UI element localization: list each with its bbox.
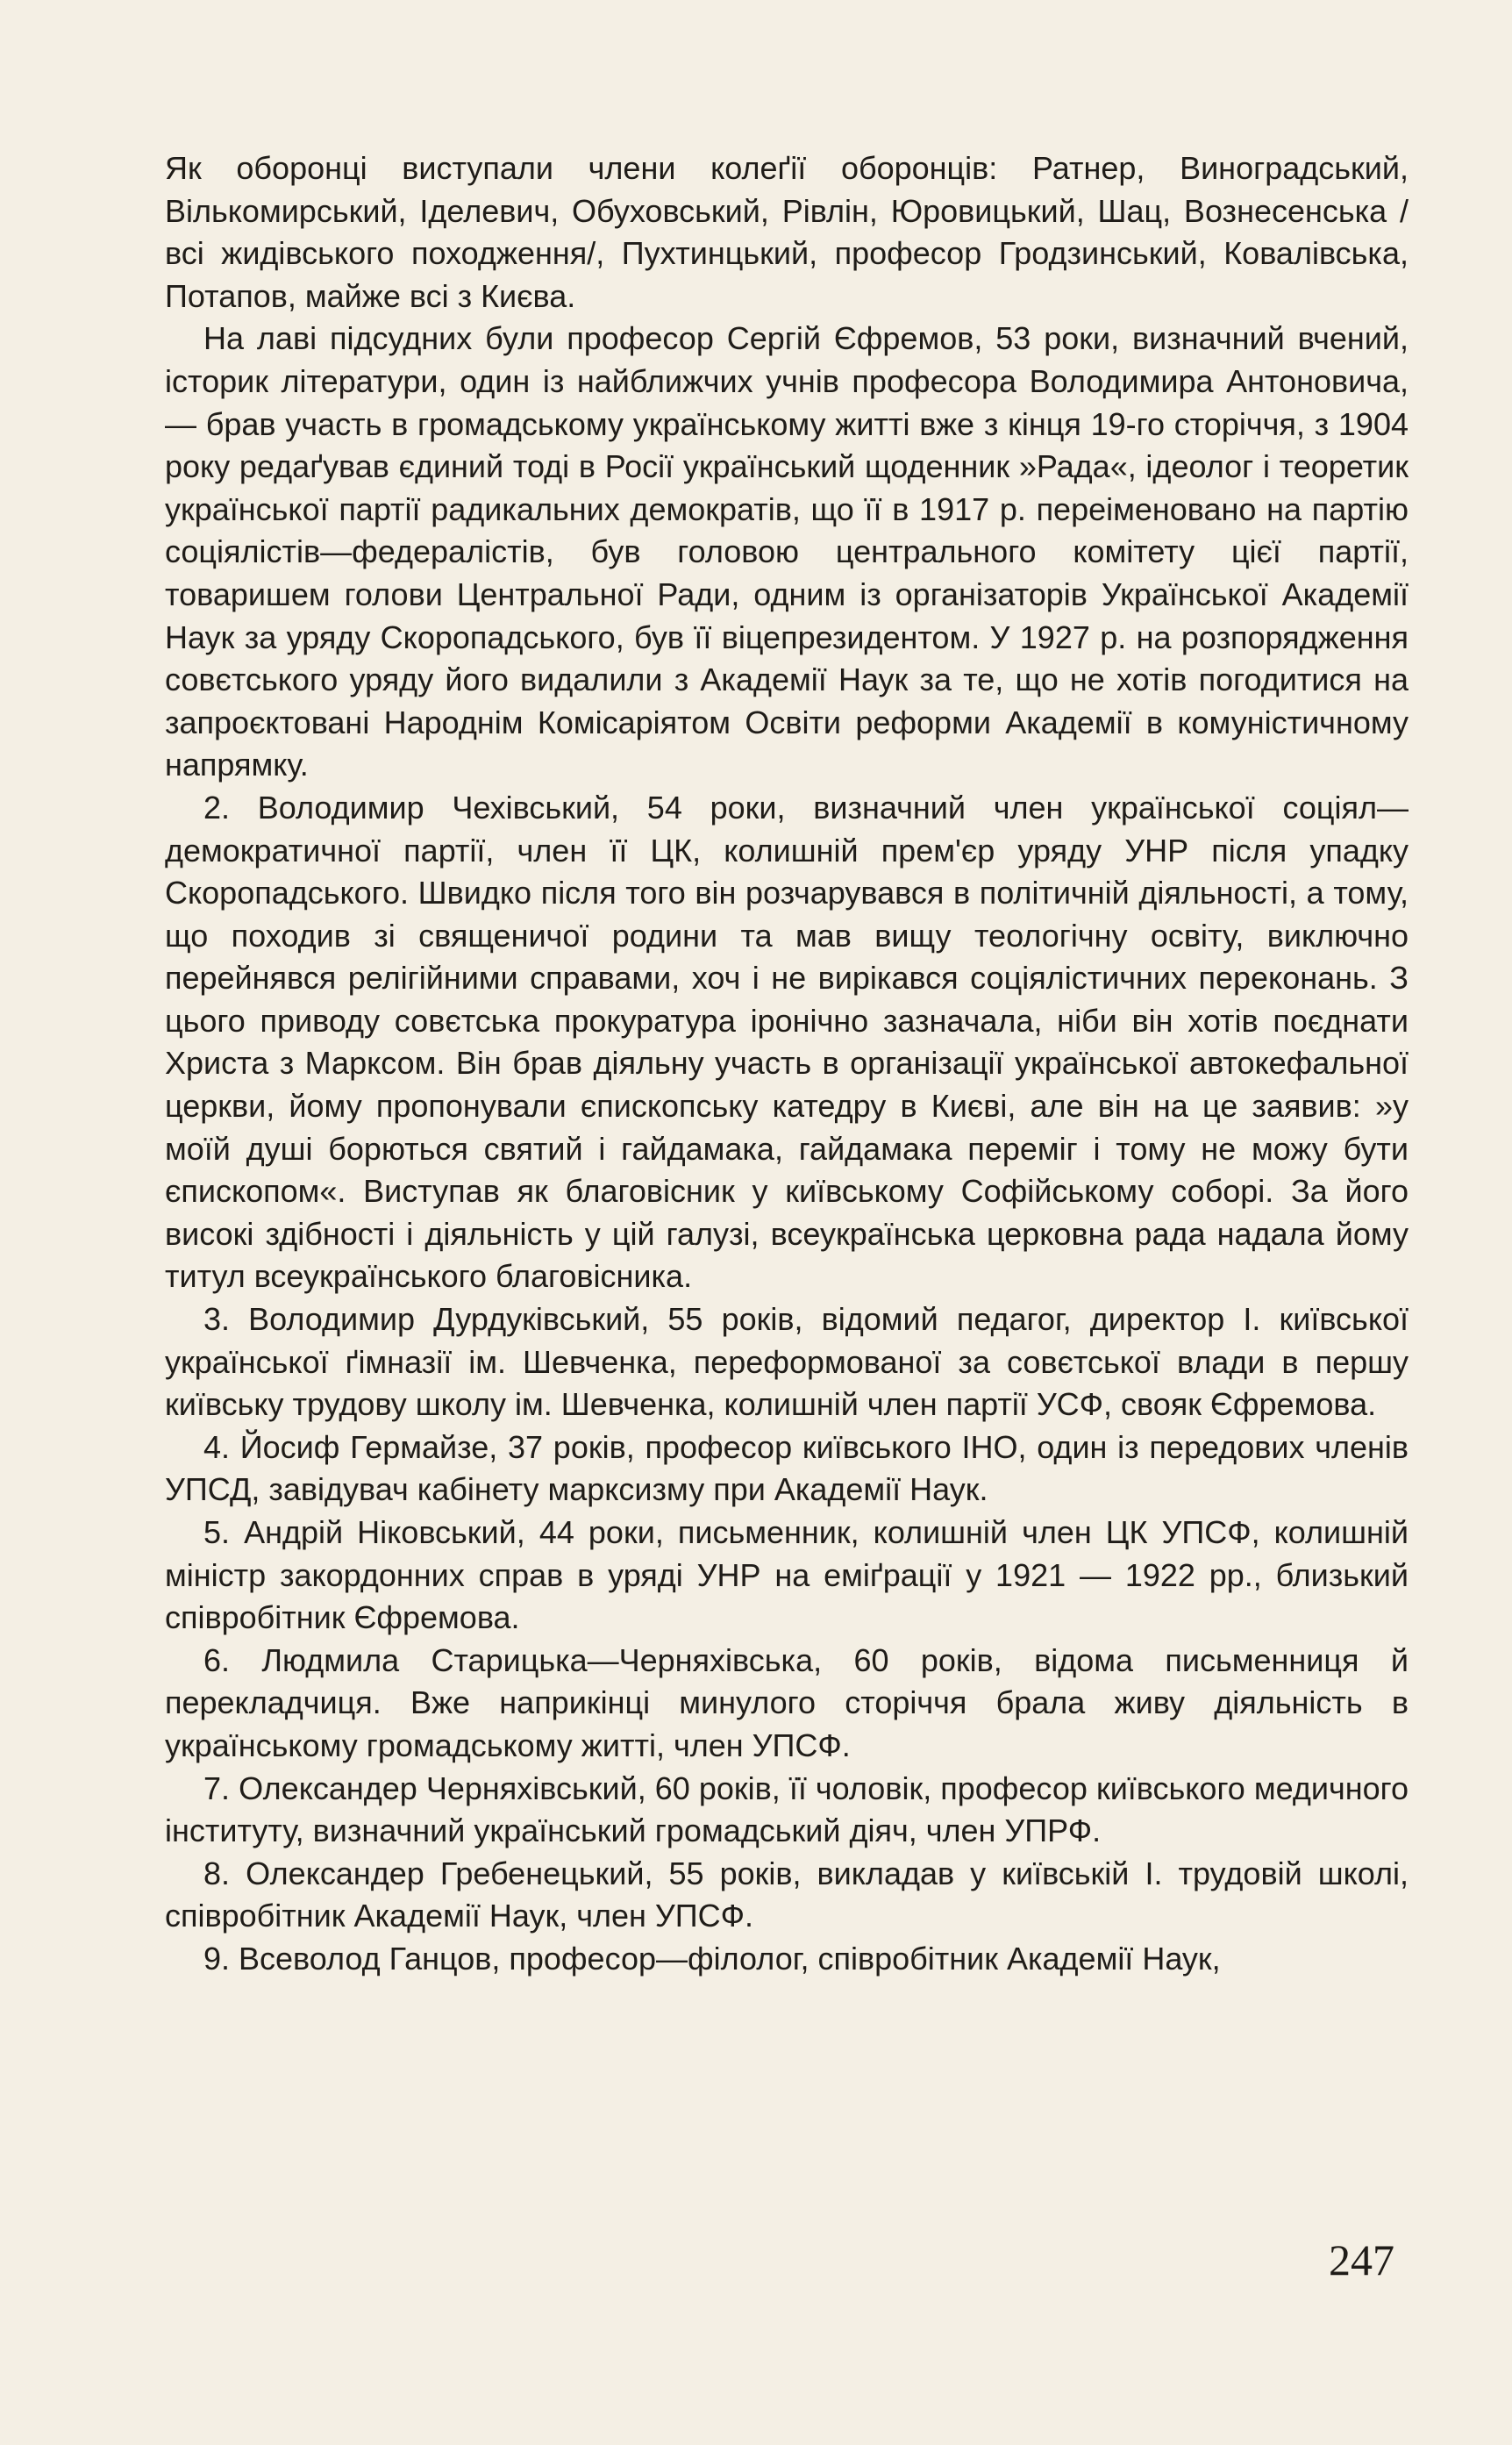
paragraph-defenders: Як оборонці виступали члени колеґії оборонців: Ратнер, Виноградський, Вількомирський, Іделевич, Обуховський, Рівлін, Юровицький, Шац, Вознесенська /всі жидівського походження/, Пухтинцький, професор Гродзинський, Ковалівська, Потапов, майже всі з Києва.: [165, 150, 1409, 314]
paragraph-durdukivsky: 3. Володимир Дурдуківський, 55 років, відомий педагог, директор І. київської української ґімназії ім. Шевченка, переформованої за совєтської влади в першу київську трудову школу ім. Шевченка, колишній член партії УСФ, свояк Єфремова.: [165, 1301, 1409, 1423]
paragraph-efremov: На лаві підсудних були професор Сергій Єфремов, 53 роки, визначний вчений, історик літератури, один із найближчих учнів професора Володимира Антоновича, — брав участь в громадському українському житті вже з кінця 19-го сторіччя, з 1904 року редаґував єдиний тоді в Росії український щоденник »Рада«, ідеолог і теоретик української партії радикальних демократів, що її в 1917 р. переіменовано на партію соціялістів—федералістів, був головою центрального комітету цієї партії, товаришем голови Центральної Ради, одним із організаторів Української Академії Наук за уряду Скоропадського, був її віцепрезидентом. У 1927 р. на розпорядження совєтського уряду його видалили з Академії Наук за те, що не хотів погодитися на запроєктовані Народнім Комісаріятом Освіти реформи Академії в комуністичному напрямку.: [165, 320, 1409, 783]
page-body-text: [165, 147, 1409, 1981]
paragraph-nikovsky: 5. Андрій Ніковський, 44 роки, письменник, колишній член ЦК УПСФ, колишній міністр закордонних справ в уряді УНР на еміґрації у 1921 — 1922 рр., близький співробітник Єфремова.: [165, 1514, 1409, 1636]
page-number: 247: [1329, 2235, 1394, 2284]
paragraph-chekhivsky: 2. Володимир Чехівський, 54 роки, визначний член української соціял—демократичної партії, член її ЦК, колишній прем'єр уряду УНР після упадку Скоропадського. Швидко після того він розчарувався в політичній діяльності, а тому, що походив зі священичої родини та мав вищу теологічну освіту, виключно перейнявся релігійними справами, хоч і не вирікався соціялістичних переконань. З цього приводу совєтська прокуратура іронічно зазначала, ніби він хотів поєднати Христа з Марксом. Він брав діяльну участь в організації української автокефальної церкви, йому пропонували єпископську катедру в Києві, але він на це заявив: »у моїй душі борються святий і гайдамака, гайдамака переміг і тому не можу бути єпископом«. Виступав як благовісник у київському Софійському соборі. За його високі здібності і діяльність у цій галузі, всеукраїнська церковна рада надала йому титул всеукраїнського благовісника.: [165, 789, 1409, 1295]
paragraph-starytska: 6. Людмила Старицька—Черняхівська, 60 років, відома письменниця й перекладчиця. Вже наприкінці минулого сторіччя брала живу діяльність в українському громадському житті, член УПСФ.: [165, 1641, 1409, 1763]
paragraph-hantsov: 9. Всеволод Ганцов, професор—філолог, співробітник Академії Наук,: [203, 1940, 1221, 1977]
paragraph-cherniakhivsky: 7. Олександер Черняхівський, 60 років, її чоловік, професор київського медичного інституту, визначний український громадський діяч, член УПРФ.: [165, 1769, 1409, 1849]
paragraph-hrebenetsky: 8. Олександер Гребенецький, 55 років, викладав у київській І. трудовій школі, співробітник Академії Наук, член УПСФ.: [165, 1855, 1409, 1934]
paragraph-hermaize: 4. Йосиф Гермайзе, 37 років, професор київського ІНО, один із передових членів УПСД, завідувач кабінету марксизму при Академії Наук.: [165, 1428, 1409, 1508]
